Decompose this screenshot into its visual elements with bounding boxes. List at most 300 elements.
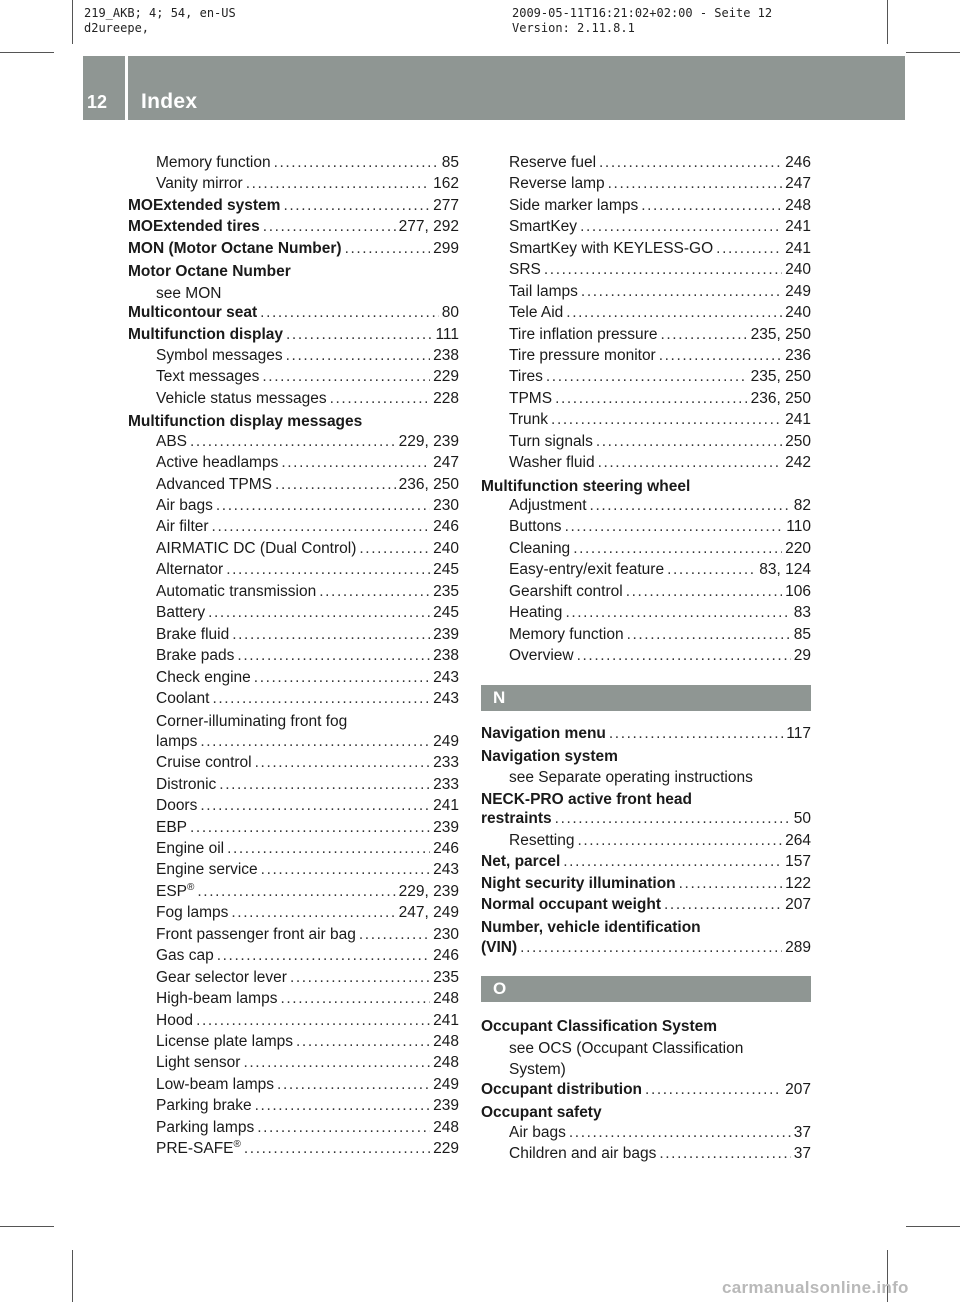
index-entry [481,390,811,411]
index-entry-term [509,175,605,193]
meta-line: d2ureepe, [84,21,150,35]
index-entry-term-text: MOExtended system [128,196,281,214]
dot-leader [280,990,430,1008]
dot-leader [565,518,784,536]
index-entry-page: 80 [441,304,459,322]
index-entry-term-text: Tire inflation pressure [509,325,658,343]
index-entry-term [156,154,271,172]
index-entry-page: 240 [785,261,811,279]
index-entry [481,896,811,917]
index-entry-term [156,669,251,687]
index-entry [481,411,811,432]
index-entry [128,1140,459,1161]
index-entry-page: 207 [785,1080,811,1098]
index-entry-page: 246 [433,947,459,965]
index-entry-page: 243 [433,689,459,707]
index-entry [128,733,459,754]
index-entry-term [509,304,563,322]
index-entry [481,540,811,561]
index-entry-term [509,154,596,172]
index-column-right [481,154,811,1166]
index-entry-page: 162 [433,175,459,193]
index-entry-term [156,819,187,837]
index-entry [128,883,459,904]
dot-leader [627,626,791,644]
dot-leader [566,304,782,322]
index-entry-term-text: Doors [156,797,198,815]
dot-leader [257,1119,430,1137]
index-entry-term [156,797,197,815]
index-entry-term [156,368,259,386]
index-entry [128,518,459,539]
dot-leader [296,1033,430,1051]
index-entry-page: 248 [433,990,459,1008]
index-entry-term [509,326,657,344]
index-entry-page: 233 [433,754,459,772]
index-entry-term-text: Navigation menu [481,724,606,742]
index-entry-page: 229, 239 [398,432,459,450]
index-entry-page: 157 [785,853,811,871]
index-entry [128,175,459,196]
dot-leader [260,304,439,322]
dot-leader [555,390,748,408]
index-entry-term [509,518,562,536]
index-entry-term [156,390,327,408]
index-entry-page: 245 [433,604,459,622]
dot-leader [286,347,430,365]
index-entry-term [509,604,562,622]
index-entry-term [481,1081,642,1099]
index-entry [481,1145,811,1166]
dot-leader [262,368,430,386]
index-entry-page: 243 [433,861,459,879]
index-entry [128,154,459,175]
index-entry [481,497,811,518]
index-entry-term-text: (VIN) [481,938,518,956]
index-entry-term-text: Check engine [156,668,251,686]
dot-leader [274,154,439,172]
index-entry-term-text: Overview [509,647,574,665]
index-entry [128,840,459,861]
index-entry [481,939,811,960]
dot-leader [208,604,430,622]
index-entry-term [156,926,356,944]
index-entry-term [509,454,595,472]
index-entry-term-text: Easy-entry/exit feature [509,561,665,579]
index-entry-term [481,853,560,871]
index-entry-term [156,1097,252,1115]
index-entry-term-text: Occupant distribution [481,1080,643,1098]
index-entry-term-text: Memory function [509,625,624,643]
index-entry-page: 247 [433,454,459,472]
index-entry-term [156,1033,293,1051]
index-entry [481,218,811,239]
index-entry [128,647,459,668]
dot-leader [664,896,782,914]
index-entry-page: 230 [433,497,459,514]
index-entry-term-text: Washer fluid [509,454,595,472]
index-entry [128,540,459,561]
dot-leader [659,1145,790,1163]
index-entry-term-text: Parking lamps [156,1118,255,1136]
index-entry-term [509,240,713,258]
index-entry-page: 241 [433,797,459,815]
index-entry [128,368,459,389]
index-entry [128,776,459,797]
index-entry-term-text: License plate lamps [156,1032,293,1050]
index-entry-page: 229, 239 [398,882,459,900]
index-entry-term-text: Brake pads [156,647,235,665]
dot-leader [580,218,782,236]
index-entry-term [156,861,258,879]
index-entry-term [156,540,356,558]
index-entry-term [156,647,234,665]
index-entry-page: 246 [433,518,459,536]
dot-leader [577,647,791,665]
index-entry-page: 230 [433,925,459,943]
index-entry-page: 236, 250 [398,475,459,493]
index-entry-term [509,832,574,850]
index-entry-term [156,776,216,794]
dot-leader [275,476,396,494]
index-entry [128,476,459,497]
index-entry-page: 50 [793,810,811,828]
index-entry-term [509,497,587,515]
index-entry-term [156,518,209,536]
index-entry-page: 236, 250 [750,389,811,407]
dot-leader [546,368,748,386]
index-entry-term-text: Coolant [156,689,210,707]
index-entry-page: 238 [433,647,459,665]
index-entry-term-text: restraints [481,810,552,828]
dot-leader [212,518,431,536]
index-entry-page: 85 [441,154,459,171]
index-entry-term [156,990,277,1008]
index-entry-page: 249 [433,732,459,750]
dot-leader [641,197,782,215]
index-entry [481,261,811,282]
index-entry-term [156,454,278,472]
dot-leader [226,561,430,579]
dot-leader [190,819,430,837]
dot-leader [243,1054,430,1072]
index-entry [481,626,811,647]
index-entry-page: 37 [793,1123,811,1141]
index-entry-term [509,197,638,215]
index-entry-term-text: Adjustment [509,497,587,514]
dot-leader [569,1124,791,1142]
meta-line: Version: 2.11.8.1 [512,21,635,35]
dot-leader [227,840,430,858]
index-entry-term [509,1145,656,1163]
index-entry-term [156,1076,274,1094]
index-entry-term-text: Text messages [156,368,260,386]
index-entry-page: 245 [433,561,459,579]
index-entry [481,853,811,874]
index-entry-page: 250 [785,432,811,450]
index-entry-term [509,390,552,408]
crop-mark [0,52,54,53]
dot-leader [196,1012,430,1030]
dot-leader [246,175,430,193]
index-entry-term [509,218,577,236]
index-entry [481,583,811,604]
crop-mark [887,0,888,44]
index-heading: Number, vehicle identification [481,919,701,937]
index-entry [481,1124,811,1145]
dot-leader [290,969,430,987]
index-entry-term-text: Gear selector lever [156,968,287,986]
index-entry-page: 228 [433,389,459,407]
index-entry-term [156,733,197,751]
index-entry-term-text: ABS [156,432,188,450]
index-entry [481,647,811,668]
dot-leader [283,197,430,215]
index-entry-term-text: Buttons [509,518,562,536]
header-divider [125,56,128,120]
dot-leader [555,810,791,828]
index-entry-term-text: Side marker lamps [509,196,639,214]
index-entry [128,583,459,604]
dot-leader [200,797,430,815]
index-entry [128,197,459,218]
index-entry [481,304,811,325]
index-entry [481,518,811,539]
index-entry-term-text: Battery [156,604,206,622]
index-entry [128,433,459,454]
index-entry-term-text: Multicontour seat [128,304,258,322]
index-entry-term-text: Front passenger front air bag [156,925,356,943]
index-entry-term-text: Tail lamps [509,282,578,300]
index-entry-term [156,347,283,365]
index-entry-page: 229 [433,1140,459,1158]
print-meta-left [84,6,236,36]
dot-leader [590,497,791,515]
index-entry-term [156,754,252,772]
index-entry [128,904,459,925]
index-entry-term-text: Engine service [156,861,258,879]
index-entry [128,304,459,325]
index-entry-term-text: Resetting [509,831,575,849]
page-number: 12 [87,92,108,112]
dot-leader [626,583,782,601]
dot-leader [255,1097,430,1115]
index-entry [128,326,459,347]
index-entry-page: 239 [433,1097,459,1115]
index-entry-term-text: Reserve fuel [509,154,597,171]
crop-mark [72,1250,73,1302]
index-entry [128,690,459,711]
index-entry-page: 277 [433,196,459,214]
index-entry-term-text: Fog lamps [156,904,229,922]
index-entry-page: 249 [785,282,811,300]
index-entry-page: 242 [785,454,811,472]
index-entry-term-text: Alternator [156,561,224,579]
index-entry-page: 299 [433,239,459,257]
index-entry-term-text: lamps [156,732,198,750]
index-entry-term-text: Vanity mirror [156,175,243,193]
index-entry-term [509,626,624,644]
index-entry-term-text: Heating [509,604,563,622]
index-entry-term-text: Symbol messages [156,346,283,364]
index-entry-page: 247, 249 [398,904,459,922]
index-entry-term [156,904,228,922]
index-entry-page: 111 [435,325,459,343]
index-entry [481,283,811,304]
index-entry-page: 110 [786,518,811,536]
index-entry-page: 241 [785,239,811,257]
dot-leader [200,733,430,751]
index-entry-term [481,939,517,957]
index-entry [128,240,459,261]
index-entry-term [128,304,257,322]
index-entry-term [509,433,593,451]
index-entry [128,669,459,690]
index-entry-page: 241 [785,411,811,429]
dot-leader [544,261,782,279]
index-entry-term [156,1140,241,1158]
index-entry [481,433,811,454]
index-entry [128,947,459,968]
index-entry-page: 246 [785,154,811,171]
index-entry-page: 238 [433,346,459,364]
dot-leader [237,647,430,665]
index-entry-term-text: Multifunction display [128,325,283,343]
index-entry-term-text: Light sensor [156,1054,241,1072]
index-entry-page: 207 [785,896,811,913]
index-entry-term-text: EBP [156,818,188,836]
index-entry-page: 229 [433,368,459,386]
dot-leader [577,832,782,850]
index-entry-page: 246 [433,840,459,857]
index-heading: Occupant Classification System [481,1018,718,1036]
index-entry [128,1076,459,1097]
section-letter-bar: O [481,976,811,1002]
index-entry-page: 233 [433,775,459,793]
dot-leader [609,725,783,743]
dot-leader [659,347,782,365]
index-entry [481,725,811,746]
index-entry-page: 29 [793,647,811,665]
index-entry [481,197,811,218]
index-entry-term [156,1119,254,1137]
index-entry-term [509,411,548,429]
dot-leader [645,1081,782,1099]
index-entry-term [156,840,224,858]
index-entry [128,861,459,882]
index-entry-term [128,326,283,344]
index-entry-term-text: Distronic [156,775,217,793]
index-entry-term-text: PRE-SAFE [156,1140,234,1158]
index-entry-term [156,947,214,965]
index-entry-page: 247 [785,175,811,193]
index-entry [128,1012,459,1033]
index-entry-page: 277, 292 [398,218,459,236]
index-heading: Motor Octane Number [128,263,291,281]
index-entry-page: 241 [433,1011,459,1029]
dot-leader [217,947,430,965]
index-entry [481,454,811,475]
index-column-left [128,154,459,1162]
dot-leader [359,540,430,558]
dot-leader [231,904,395,922]
index-entry-term [156,883,194,901]
dot-leader [660,326,747,344]
index-entry-page: 82 [793,497,811,514]
index-entry [128,754,459,775]
index-entry-term [509,583,623,601]
index-entry-term-text: MOExtended tires [128,218,260,236]
index-entry-term [156,476,272,494]
registered-mark: ® [187,881,195,893]
watermark: carmanualsonline.info [722,1278,909,1297]
dot-leader [667,561,756,579]
dot-leader [565,604,790,622]
index-entry-page: 235 [433,582,459,600]
dot-leader [261,861,430,879]
index-entry [481,875,811,896]
index-entry-page: 239 [433,818,459,836]
index-entry-term [509,561,664,579]
index-entry-term [156,604,205,622]
index-entry-term-text: AIRMATIC DC (Dual Control) [156,539,357,557]
index-entry [481,175,811,196]
index-subline: see Separate operating instructions [509,769,753,787]
index-entry-page: 83, 124 [759,561,811,579]
index-entry [481,240,811,261]
dot-leader [255,754,431,772]
index-entry-term-text: Advanced TPMS [156,475,273,493]
index-entry-term-text: Night security illumination [481,874,676,892]
dot-leader [573,540,782,558]
index-entry [128,990,459,1011]
index-entry-term [509,647,574,665]
index-entry-term-text: Low-beam lamps [156,1075,275,1093]
index-entry-page: 235 [433,968,459,986]
index-entry-term-text: Gas cap [156,947,214,965]
index-entry [481,326,811,347]
index-heading: Occupant safety [481,1104,602,1122]
index-entry [128,390,459,411]
index-entry-term-text: ESP [156,882,188,900]
index-entry-page: 248 [433,1054,459,1072]
dot-leader [232,626,430,644]
index-entry-term [128,197,280,215]
index-entry-term [509,261,541,279]
crop-mark [906,1226,960,1227]
index-entry [128,969,459,990]
index-entry-term-text: TPMS [509,389,553,407]
index-entry-page: 248 [433,1032,459,1050]
index-entry-term [156,626,229,644]
print-meta-right [512,6,772,36]
dot-leader [608,175,783,193]
index-entry-page: 264 [785,831,811,849]
dot-leader [563,853,782,871]
dot-leader [716,240,782,258]
dot-leader [581,283,782,301]
dot-leader [679,875,782,893]
dot-leader [244,1140,430,1158]
index-entry-term [156,969,287,987]
index-entry-page: 249 [433,1075,459,1093]
index-entry-page: 240 [433,539,459,557]
index-entry-term-text: Tires [509,368,543,386]
index-heading: Navigation system [481,747,618,765]
index-entry-term [128,218,260,236]
index-entry-term-text: Trunk [509,411,549,429]
index-entry-term [156,175,243,193]
